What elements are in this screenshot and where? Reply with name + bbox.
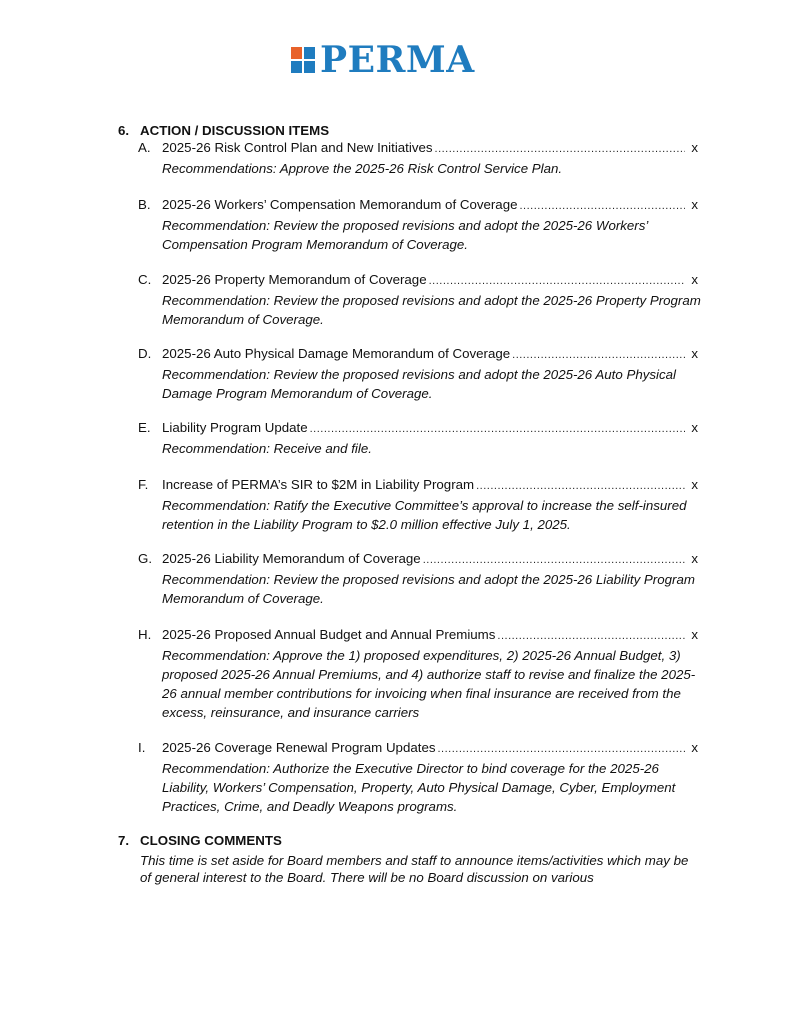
agenda-item-page: x — [691, 627, 698, 642]
agenda-item-page: x — [691, 420, 698, 435]
dot-leader — [429, 272, 685, 291]
dot-leader — [423, 551, 685, 570]
agenda-item — [138, 270, 701, 329]
agenda-item-letter: H. — [138, 627, 152, 642]
dot-leader — [512, 346, 685, 365]
agenda-item-title: 2025-26 Coverage Renewal Program Updates — [162, 740, 436, 755]
agenda-item — [138, 344, 698, 403]
agenda-item — [138, 138, 698, 178]
agenda-item-recommendation: Recommendation: Receive and file. — [162, 441, 372, 456]
agenda-item-row — [138, 270, 698, 291]
agenda-item-title: 2025-26 Liability Memorandum of Coverage — [162, 551, 421, 566]
agenda-item-recommendation: Recommendation: Review the proposed revisions and adopt the 2025-26 Liability Program Memorandum of Coverage. — [162, 572, 695, 606]
agenda-item-letter: B. — [138, 197, 151, 212]
agenda-item-title: Increase of PERMA’s SIR to $2M in Liability Program — [162, 477, 475, 492]
agenda-item-title: Liability Program Update — [162, 420, 308, 435]
agenda-item-row — [138, 549, 698, 570]
dot-leader — [476, 477, 685, 496]
agenda-item — [138, 195, 698, 254]
agenda-item-title: 2025-26 Property Memorandum of Coverage — [162, 272, 427, 287]
agenda-item-page: x — [691, 477, 698, 492]
agenda-item-recommendation: Recommendation: Approve the 1) proposed expenditures, 2) 2025-26 Annual Budget, 3) proposed 2025-26 Annual Premiums, and 4) authorize staff to revise and finalize the 2025-26 annual member contributions for invoicing when final insurance are received from the excess, reinsurance, and insurance carriers — [162, 648, 696, 720]
agenda-item-page: x — [691, 140, 698, 155]
section-title: CLOSING COMMENTS — [140, 833, 282, 848]
agenda-item-row — [138, 475, 698, 496]
agenda-item-title: 2025-26 Proposed Annual Budget and Annual Premiums — [162, 627, 496, 642]
logo-text: PERMA — [320, 39, 475, 81]
dot-leader — [497, 627, 685, 646]
dot-leader — [310, 420, 685, 439]
agenda-item-title: 2025-26 Workers’ Compensation Memorandum of Coverage — [162, 197, 518, 212]
agenda-item-letter: E. — [138, 420, 151, 435]
section-number: 6. — [118, 123, 130, 138]
dot-leader — [435, 140, 685, 159]
agenda-item-row — [138, 344, 698, 365]
agenda-item-row — [138, 738, 698, 759]
dot-leader — [520, 197, 686, 216]
agenda-item-letter: D. — [138, 346, 152, 361]
agenda-item-row — [138, 138, 698, 159]
agenda-item-title: 2025-26 Auto Physical Damage Memorandum of Coverage — [162, 346, 511, 361]
agenda-item-page: x — [691, 272, 698, 287]
agenda-item-letter: I. — [138, 740, 146, 755]
agenda-item-letter: C. — [138, 272, 152, 287]
agenda-item-title: 2025-26 Risk Control Plan and New Initiatives — [162, 140, 433, 155]
perma-logo — [291, 39, 475, 81]
agenda-item — [138, 418, 698, 458]
agenda-item-recommendation: Recommendation: Review the proposed revisions and adopt the 2025-26 Property Program Memorandum of Coverage. — [162, 293, 701, 327]
agenda-item-letter: G. — [138, 551, 153, 566]
agenda-item-letter: F. — [138, 477, 149, 492]
agenda-item-page: x — [691, 740, 698, 755]
agenda-item-page: x — [691, 551, 698, 566]
agenda-item-recommendation: Recommendation: Ratify the Executive Committee’s approval to increase the self-insured retention in the Liability Program to $2.0 million effective July 1, 2025. — [162, 498, 687, 532]
section-6-heading — [118, 123, 329, 138]
agenda-item-recommendation: Recommendation: Review the proposed revisions and adopt the 2025-26 Workers’ Compensation Program Memorandum of Coverage. — [162, 218, 648, 252]
agenda-item-recommendation: Recommendation: Review the proposed revisions and adopt the 2025-26 Auto Physical Damage Program Memorandum of Coverage. — [162, 367, 676, 401]
agenda-item-row — [138, 418, 698, 439]
agenda-item — [138, 549, 698, 608]
agenda-item-page: x — [691, 346, 698, 361]
agenda-item — [138, 475, 698, 534]
section-title: ACTION / DISCUSSION ITEMS — [140, 123, 330, 138]
agenda-item-page: x — [691, 197, 698, 212]
dot-leader — [437, 740, 685, 759]
agenda-item-row — [138, 625, 698, 646]
closing-comments-text: This time is set aside for Board members and staff to announce items/activities which may be of general interest to the Board. There will be no Board discussion on various — [140, 853, 689, 885]
section-number: 7. — [118, 833, 130, 848]
perma-logo-mark-icon — [291, 45, 317, 75]
agenda-item-row — [138, 195, 698, 216]
agenda-item — [138, 738, 698, 816]
agenda-item-letter: A. — [138, 140, 151, 155]
agenda-item — [138, 625, 698, 722]
agenda-item-recommendation: Recommendation: Authorize the Executive Director to bind coverage for the 2025-26 Liability, Workers’ Compensation, Property, Auto Physical Damage, Cyber, Employment Practices, Crime, and Deadly Weapons programs. — [162, 761, 676, 814]
agenda-item-recommendation: Recommendations: Approve the 2025-26 Risk Control Service Plan. — [162, 161, 563, 176]
section-7-heading — [118, 833, 282, 848]
